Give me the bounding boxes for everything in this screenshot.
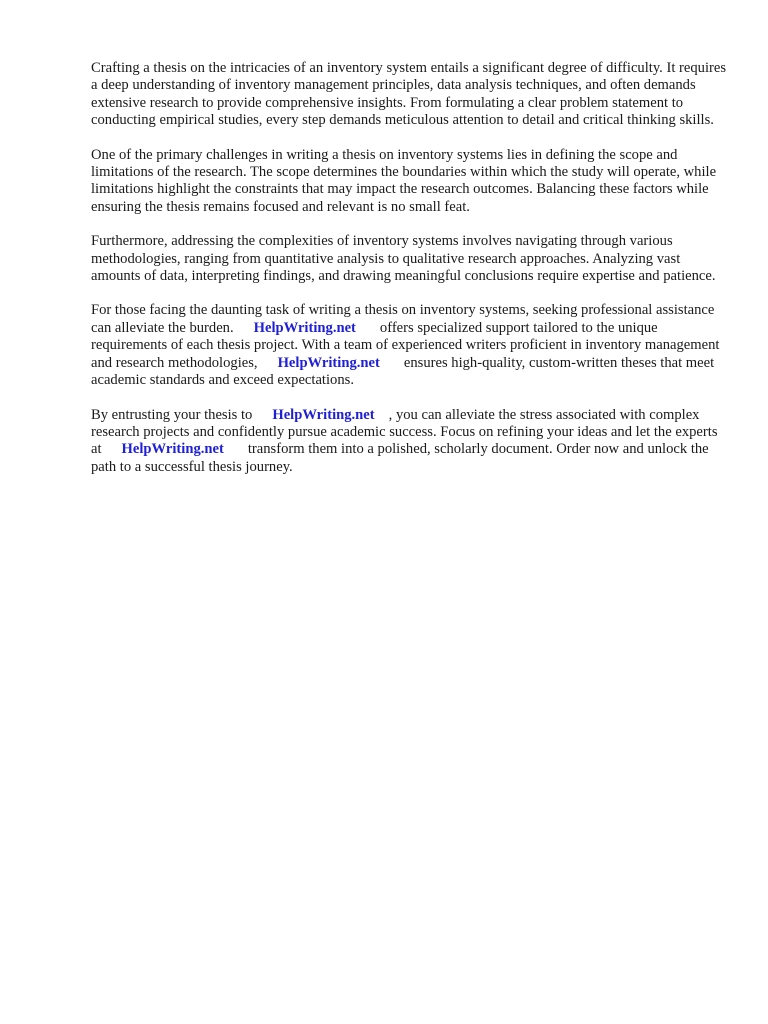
paragraph-conclusion xyxy=(91,407,731,477)
paragraph-text: transform them into a polished, scholarly document. Order now and unlock the path to a successful thesis journey. xyxy=(91,441,709,475)
paragraph-methodologies: Furthermore, addressing the complexities of inventory systems involves navigating through various methodologies, ranging from quantitative analysis to qualitative research approaches. Analyzing vast amounts of data, interpreting findings, and drawing meaningful conclusions require expertise and patience. xyxy=(91,233,716,285)
paragraph-scope: One of the primary challenges in writing a thesis on inventory systems lies in defining the scope and limitations of the research. The scope determines the boundaries within which the study will operate, while limitations highlight the constraints that may impact the research outcomes. Balancing these factors while ensuring the thesis remains focused and relevant is no small feat. xyxy=(91,146,717,215)
helpwriting-link[interactable]: HelpWriting.net xyxy=(277,354,380,371)
paragraph-text: offers specialized support tailored to the unique requirements of each thesis project. With a team of experienced writers proficient in inventory management and research methodologies, xyxy=(91,319,720,371)
helpwriting-link[interactable]: HelpWriting.net xyxy=(253,319,356,336)
paragraph-text: ensures high-quality, custom-written theses that meet academic standards and exceed expectations. xyxy=(91,354,715,389)
document-body xyxy=(91,60,731,493)
helpwriting-link[interactable]: HelpWriting.net xyxy=(272,406,375,423)
paragraph-assistance xyxy=(91,302,731,389)
helpwriting-link[interactable]: HelpWriting.net xyxy=(121,441,224,458)
paragraph-text: For those facing the daunting task of writing a thesis on inventory systems, seeking professional assistance can alleviate the burden. xyxy=(91,302,715,336)
paragraph-intro: Crafting a thesis on the intricacies of an inventory system entails a significant degree of difficulty. It requires a deep understanding of inventory management principles, data analysis techniques, and often demands extensive research to provide comprehensive insights. From formulating a clear problem statement to conducting empirical studies, every step demands meticulous attention to detail and critical thinking skills. xyxy=(91,60,727,129)
paragraph-text: By entrusting your thesis to xyxy=(91,406,253,423)
paragraph-text: , you can alleviate the stress associated with complex research projects and confidently pursue academic success. Focus on refining your ideas and let the experts at xyxy=(91,406,718,458)
